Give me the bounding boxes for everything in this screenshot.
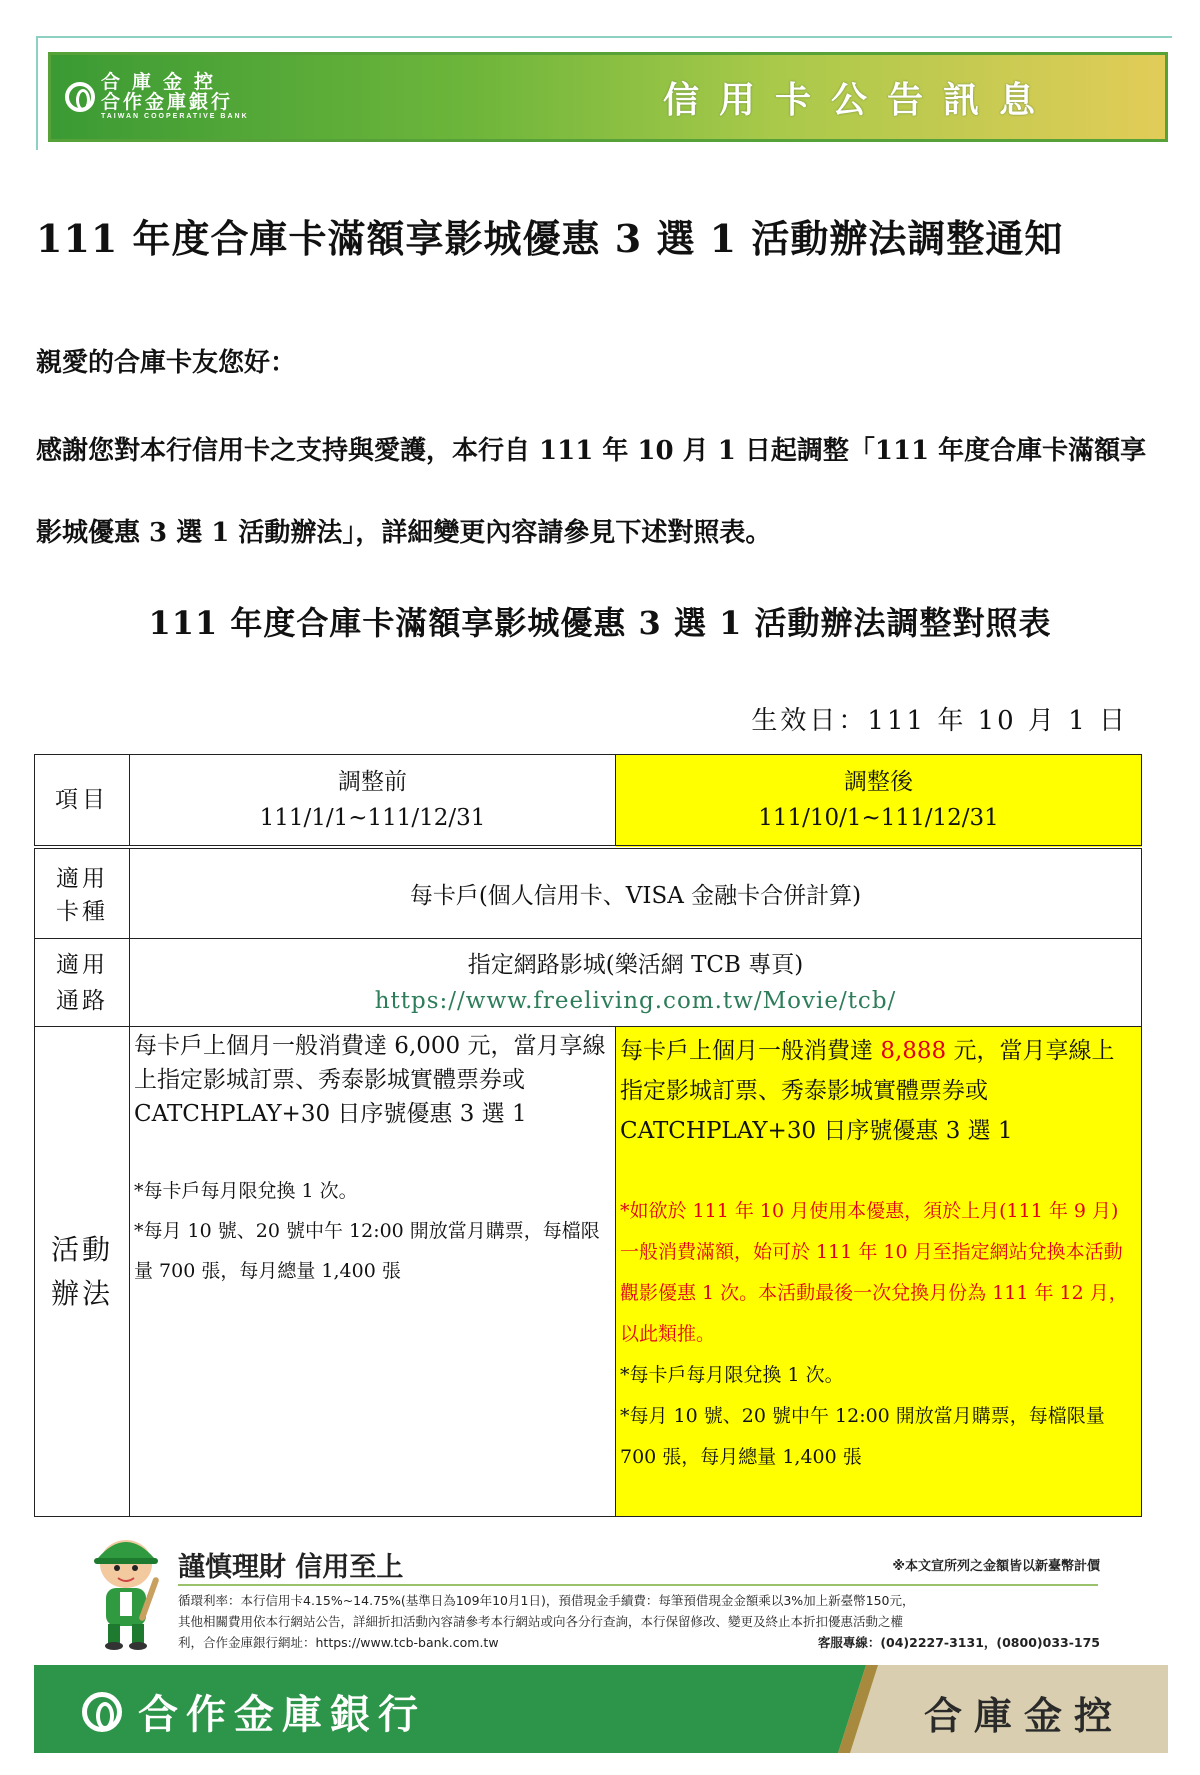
bank-name-en: TAIWAN COOPERATIVE BANK: [101, 113, 249, 121]
rules-before-main: 每卡戶上個月一般消費達 6,000 元，當月享線上指定影城訂票、秀泰影城實體票券或 CATCHPLAY+30 日序號優惠 3 選 1: [134, 1033, 606, 1127]
rules-before: [130, 1027, 616, 1517]
bank-holding-name: 合庫金控: [101, 71, 226, 94]
footer-currency-note: ※本文宣所列之金額皆以新臺幣計價: [892, 1559, 1100, 1574]
rules-after-main: [616, 1027, 1141, 1155]
footer-bank-logo: [82, 1683, 426, 1740]
bank-name: 合作金庫銀行: [101, 91, 234, 114]
footer-line-3: 利，合作金庫銀行網址：https://www.tcb-bank.com.tw: [178, 1635, 499, 1650]
page-title: 111 年度合庫卡滿額享影城優惠 3 選 1 活動辦法調整通知: [36, 216, 1064, 261]
header-banner: [48, 52, 1168, 142]
footer-slogan: 謹慎理財 信用至上: [178, 1552, 404, 1583]
header-after: [616, 755, 1142, 847]
rules-after-note-2: *每月 10 號、20 號中午 12:00 開放當月購票，每檔限量 700 張，每月總量 1,400 張: [620, 1405, 1105, 1468]
header-before: [130, 755, 616, 847]
header-item: 項目: [35, 755, 130, 847]
card-type-label-2: 卡種: [56, 899, 108, 926]
greeting: 親愛的合庫卡友您好：: [36, 348, 297, 378]
rules-before-note-2: *每月 10 號、20 號中午 12:00 開放當月購票，每檔限量 700 張，每月總量 1,400 張: [134, 1220, 600, 1282]
rules-after-amount: 8,888: [880, 1038, 947, 1064]
rules-label-1: 活動: [50, 1232, 113, 1266]
after-period: 111/10/1~111/12/31: [758, 804, 999, 831]
mascot-icon: [86, 1532, 164, 1652]
before-period: 111/1/1~111/12/31: [259, 804, 486, 831]
footer-disclosure: [178, 1590, 1100, 1653]
table-row-rules: [35, 1027, 1142, 1517]
footer-bar: [34, 1665, 1168, 1753]
footer-hotline: 客服專線：(04)2227-3131，(0800)033-175: [817, 1635, 1100, 1650]
card-type-value: 每卡戶(個人信用卡、VISA 金融卡合併計算): [130, 847, 1142, 939]
before-label: 調整前: [338, 768, 407, 795]
intro-paragraph: 感謝您對本行信用卡之支持與愛護，本行自 111 年 10 月 1 日起調整「111 年度合庫卡滿額享影城優惠 3 選 1 活動辦法」，詳細變更內容請參見下述對照表。: [36, 436, 1147, 548]
table-title: 111 年度合庫卡滿額享影城優惠 3 選 1 活動辦法調整對照表: [148, 604, 1052, 642]
banner-title: 信用卡公告訊息: [662, 79, 1055, 121]
bank-logo-icon: [65, 82, 95, 112]
card-type-label-1: 適用: [56, 866, 108, 893]
table-row-card-type: [35, 847, 1142, 939]
footer-divider: [178, 1584, 1098, 1586]
footer-line-2: 其他相關費用依本行網站公告，詳細折扣活動內容請參考本行網站或向各分行查詢，本行保留修改、變更及終止本折扣優惠活動之權: [178, 1614, 904, 1629]
comparison-table: [34, 754, 1142, 1517]
rules-before-notes: [130, 1133, 615, 1291]
card-type-label: [35, 847, 130, 939]
table-header-row: [35, 755, 1142, 847]
channel-url-link[interactable]: https://www.freeliving.com.tw/Movie/tcb/: [374, 987, 897, 1014]
footer-bank-name: 合作金庫銀行: [138, 1692, 426, 1738]
channel-name: 指定網路影城(樂活網 TCB 專頁): [467, 951, 804, 978]
channel-label-2: 通路: [56, 987, 108, 1014]
bank-logo: [65, 73, 249, 120]
channel-label-1: 適用: [56, 951, 108, 978]
rules-label-2: 辦法: [50, 1276, 113, 1310]
rules-after-main-pre: 每卡戶上個月一般消費達: [620, 1038, 881, 1064]
rules-after-red-note: *如欲於 111 年 10 月使用本優惠，須於上月(111 年 9 月)一般消費滿額，始可於 111 年 10 月至指定網站兌換本活動觀影優惠 1 次。本活動最後一次兌換月份為 111 年 12 月，以此類推。: [620, 1200, 1128, 1345]
effective-date: 生效日：111 年 10 月 1 日: [751, 706, 1128, 736]
footer-holding-name: 合庫金控: [923, 1694, 1124, 1738]
rules-after-notes: [616, 1355, 1141, 1478]
channel-label: [35, 939, 130, 1027]
after-label: 調整後: [844, 768, 913, 795]
rules-after-note-1: *每卡戶每月限兌換 1 次。: [620, 1364, 844, 1386]
rules-after-main-post: 元，當月享線上指定影城訂票、秀泰影城實體票券或 CATCHPLAY+30 日序號優惠 3 選 1: [620, 1038, 1115, 1144]
footer-bank-logo-icon: [82, 1692, 122, 1732]
rules-label: [35, 1027, 130, 1517]
footer-line-1: 循環利率：本行信用卡4.15%~14.75%(基準日為109年10月1日)，預借現金手續費：每筆預借現金金額乘以3%加上新臺幣150元，: [178, 1593, 915, 1608]
table-row-channel: [35, 939, 1142, 1027]
rules-after: [616, 1027, 1142, 1517]
channel-value: [130, 939, 1142, 1027]
rules-before-note-1: *每卡戶每月限兌換 1 次。: [134, 1180, 358, 1202]
